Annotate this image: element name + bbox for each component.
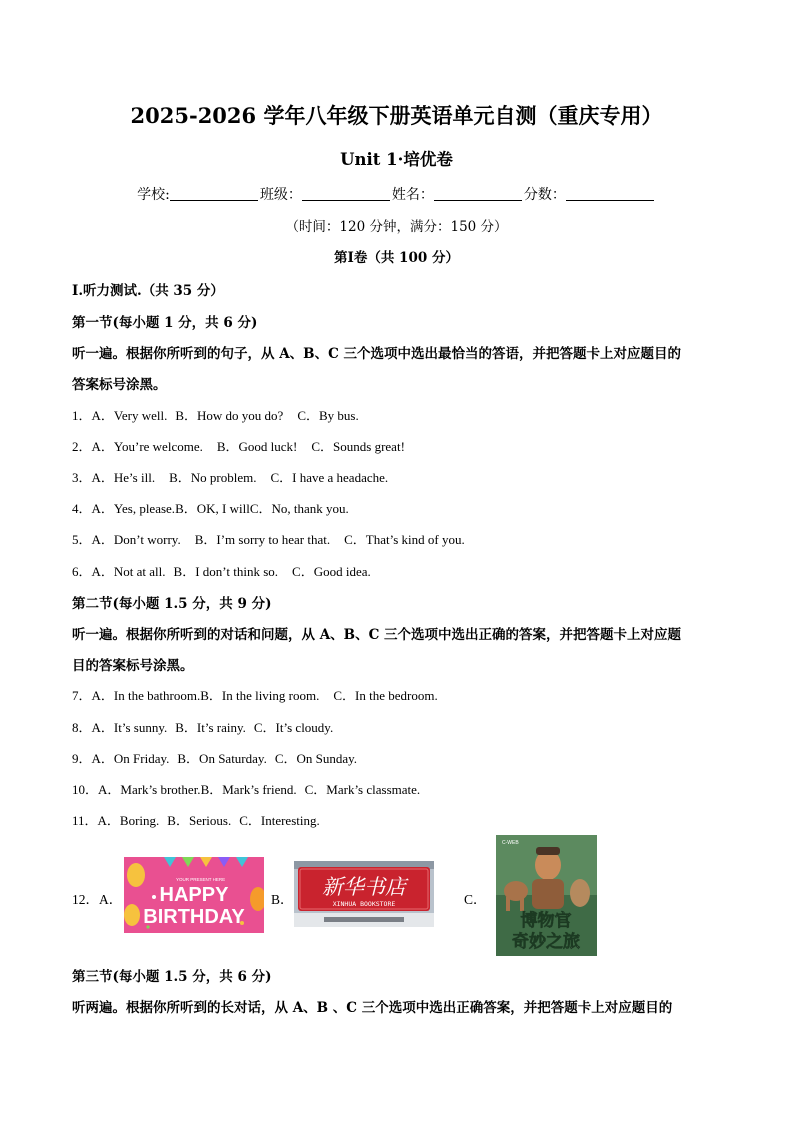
question-number: 3． — [72, 470, 92, 485]
part1-instruction-line1: 听一遍。根据你所听到的句子，从 A、B、C 三个选项中选出最恰当的答语，并把答题卡上对应题目的 — [72, 346, 682, 362]
part3-instruction-line1: 听两遍。根据你所听到的长对话，从 A、B 、C 三个选项中选出正确答案，并把答题卡上对应题目的 — [72, 1000, 673, 1016]
section-heading: I.听力测试.（共 35 分） — [72, 283, 224, 299]
svg-text:HAPPY: HAPPY — [159, 884, 229, 906]
student-info-line — [0, 184, 793, 204]
name-label: 姓名： — [391, 187, 434, 203]
volume-heading: 第Ⅰ卷（共 100 分） — [334, 250, 459, 266]
question-4 — [72, 498, 349, 517]
question-8 — [72, 717, 333, 736]
balloon-icon — [124, 904, 140, 926]
option-a: A．Boring. — [97, 813, 160, 828]
option-b: B．No problem. — [169, 470, 257, 485]
school-label: 学校: — [137, 187, 170, 203]
balloon-icon — [127, 863, 145, 887]
option-b: B．I don’t think so. — [173, 564, 279, 579]
option-a: A．Yes, please. — [91, 501, 176, 516]
class-label: 班级： — [259, 187, 302, 203]
name-blank — [434, 186, 522, 201]
question-number: 9． — [72, 751, 92, 766]
question-6 — [72, 561, 371, 580]
part1-instruction-line2: 答案标号涂黑。 — [72, 377, 167, 393]
question-number: 1． — [72, 408, 92, 423]
question-number: 5． — [72, 532, 92, 547]
option-c: C．No, thank you. — [249, 501, 349, 516]
question-1 — [72, 405, 359, 424]
option-a: A．He’s ill. — [91, 470, 156, 485]
svg-text:新华书店: 新华书店 — [322, 875, 406, 899]
option-a: A．Not at all. — [91, 564, 166, 579]
exam-subtitle: Unit 1·培优卷 — [340, 150, 453, 169]
option-a: A．Don’t worry. — [91, 532, 181, 547]
option-c: C．That’s kind of you. — [344, 532, 465, 547]
museum-poster-illustration — [496, 835, 597, 956]
birthday-card-illustration — [124, 857, 264, 933]
question-12-label — [72, 888, 122, 908]
svg-text:YOUR PRESENT HERE: YOUR PRESENT HERE — [176, 877, 226, 882]
option-b: B．How do you do? — [175, 408, 284, 423]
part3-heading: 第三节(每小题 1.5 分，共 6 分) — [72, 969, 272, 985]
option-a: A．It’s sunny. — [91, 720, 168, 735]
exam-title: 2025-2026 学年八年级下册英语单元自测（重庆专用） — [130, 103, 663, 128]
option-c-label: C． — [464, 892, 487, 907]
svg-text:C-WEB: C-WEB — [502, 840, 519, 846]
option-b: B．Mark’s friend. — [200, 782, 297, 797]
option-a: A．Mark’s brother. — [98, 782, 201, 797]
question-number: 10． — [72, 782, 99, 797]
option-b: B．Good luck! — [216, 439, 298, 454]
time-note: （时间：120 分钟，满分：150 分） — [285, 219, 508, 235]
option-c: C．In the bedroom. — [333, 688, 438, 703]
birthday-card-image — [124, 857, 264, 933]
question-5 — [72, 529, 465, 548]
option-a: A．On Friday. — [91, 751, 170, 766]
option-b: B．On Saturday. — [177, 751, 267, 766]
option-c: C．Interesting. — [239, 813, 320, 828]
option-b: B．In the living room. — [200, 688, 320, 703]
option-b-label: B． — [271, 892, 294, 907]
question-number: 7． — [72, 688, 92, 703]
option-a: A．You’re welcome. — [91, 439, 203, 454]
question-2 — [72, 436, 405, 455]
option-c: C．On Sunday. — [274, 751, 358, 766]
part2-heading: 第二节(每小题 1.5 分，共 9 分) — [72, 596, 272, 612]
question-7 — [72, 685, 438, 704]
bookstore-sign-image — [294, 861, 434, 927]
svg-text:XINHUA BOOKSTORE: XINHUA BOOKSTORE — [332, 900, 396, 908]
bookstore-sign-illustration — [294, 861, 434, 927]
option-c: C．Good idea. — [292, 564, 371, 579]
score-blank — [566, 186, 654, 201]
question-number: 4． — [72, 501, 92, 516]
svg-text:奇妙之旅: 奇妙之旅 — [512, 932, 580, 952]
question-10 — [72, 779, 420, 798]
question-number: 12． — [72, 892, 99, 907]
option-b: B．Serious. — [167, 813, 232, 828]
school-blank — [170, 186, 258, 201]
svg-text:博物官: 博物官 — [520, 911, 572, 931]
question-3 — [72, 467, 388, 486]
option-c: C．By bus. — [297, 408, 359, 423]
option-c: C．It’s cloudy. — [253, 720, 334, 735]
question-number: 11． — [72, 813, 98, 828]
option-b: B．It’s rainy. — [175, 720, 246, 735]
part2-instruction-line2: 目的答案标号涂黑。 — [72, 658, 194, 674]
museum-poster-image — [496, 835, 597, 956]
question-number: 6． — [72, 564, 92, 579]
score-label: 分数： — [523, 187, 566, 203]
part2-instruction-line1: 听一遍。根据你所听到的对话和问题，从 A、B、C 三个选项中选出正确的答案，并把答题卡上对应题 — [72, 627, 682, 643]
svg-text:BIRTHDAY: BIRTHDAY — [143, 906, 245, 928]
question-11 — [72, 810, 320, 829]
question-number: 2． — [72, 439, 92, 454]
option-b: B．OK, I will — [175, 501, 250, 516]
option-a-label: A． — [99, 892, 123, 907]
option-b: B．I’m sorry to hear that. — [194, 532, 331, 547]
option-c: C．I have a headache. — [270, 470, 389, 485]
option-c: C．Mark’s classmate. — [304, 782, 421, 797]
part1-heading: 第一节(每小题 1 分，共 6 分) — [72, 315, 258, 331]
option-c: C．Sounds great! — [311, 439, 405, 454]
option-a: A．In the bathroom. — [91, 688, 201, 703]
class-blank — [302, 186, 390, 201]
question-9 — [72, 748, 357, 767]
question-number: 8． — [72, 720, 92, 735]
option-a: A．Very well. — [91, 408, 168, 423]
